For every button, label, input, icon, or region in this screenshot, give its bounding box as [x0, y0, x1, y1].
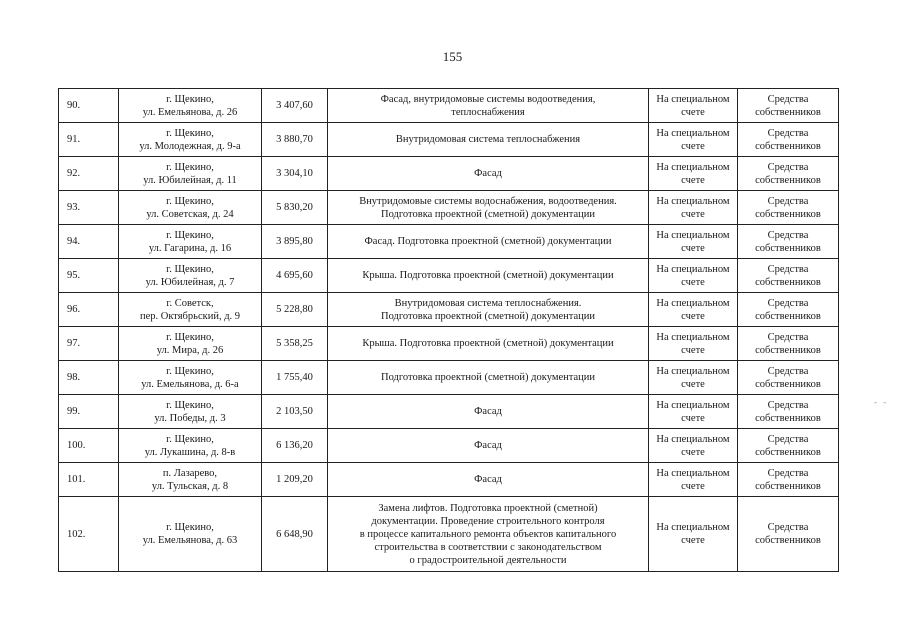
- address-locality: г. Щекино,: [166, 522, 214, 533]
- row-number-cell: [59, 395, 119, 429]
- area-value: 3 895,80: [276, 236, 313, 247]
- works-line: Фасад: [474, 168, 502, 179]
- area-cell: [262, 429, 328, 463]
- works-cell: [328, 89, 649, 123]
- account-cell: [649, 327, 738, 361]
- row-number-cell: [59, 157, 119, 191]
- funding-source-cell: [738, 89, 839, 123]
- row-number-cell: [59, 293, 119, 327]
- funding-source-line-2: собственников: [755, 344, 821, 356]
- area-cell: [262, 89, 328, 123]
- address-street: ул. Тульская, д. 8: [151, 480, 229, 492]
- account-line-1: На специальном: [656, 433, 730, 445]
- funding-source-cell: [738, 225, 839, 259]
- account-line-2: счете: [681, 535, 705, 546]
- address-cell: [119, 225, 262, 259]
- address-street: ул. Емельянова, д. 26: [142, 106, 238, 118]
- works-line: Фасад. Подготовка проектной (сметной) документации: [364, 236, 612, 247]
- funding-source-cell: [738, 191, 839, 225]
- table-row: [59, 327, 839, 361]
- area-cell: [262, 259, 328, 293]
- registry-table-body: [59, 89, 839, 572]
- table-row: [59, 463, 839, 497]
- area-value: 3 304,10: [276, 168, 313, 179]
- area-cell: [262, 327, 328, 361]
- works-line: Внутридомовые системы водоснабжения, водоотведения.: [359, 195, 617, 207]
- area-cell: [262, 123, 328, 157]
- funding-source-line-2: собственников: [755, 480, 821, 492]
- area-cell: [262, 157, 328, 191]
- row-number-cell: [59, 429, 119, 463]
- funding-source-cell: [738, 123, 839, 157]
- account-line-2: счете: [681, 208, 705, 220]
- table-row: [59, 497, 839, 572]
- funding-source-cell: [738, 327, 839, 361]
- area-cell: [262, 497, 328, 572]
- area-value: 5 358,25: [276, 338, 313, 349]
- works-line: Замена лифтов. Подготовка проектной (сметной): [378, 502, 598, 514]
- address-street: ул. Мира, д. 26: [156, 344, 224, 356]
- row-number-cell: [59, 327, 119, 361]
- table-row: [59, 395, 839, 429]
- works-cell: [328, 259, 649, 293]
- row-number: 92.: [67, 168, 81, 179]
- account-line-1: На специальном: [656, 297, 730, 309]
- works-line: документации. Проведение строительного контроля: [371, 515, 605, 527]
- account-cell: [649, 361, 738, 395]
- address-locality: г. Щекино,: [166, 433, 214, 445]
- funding-source-line-1: Средства: [767, 331, 809, 343]
- address-cell: [119, 463, 262, 497]
- registry-table: [58, 88, 839, 572]
- works-cell: [328, 191, 649, 225]
- address-locality: г. Щекино,: [166, 127, 214, 139]
- funding-source-line-2: собственников: [755, 412, 821, 424]
- funding-source-line-2: собственников: [755, 242, 821, 254]
- area-value: 6 648,90: [276, 528, 313, 540]
- area-value: 5 228,80: [276, 304, 313, 315]
- funding-source-cell: [738, 429, 839, 463]
- funding-source-line-2: собственников: [755, 378, 821, 390]
- account-line-2: счете: [681, 480, 705, 492]
- funding-source-line-2: собственников: [755, 446, 821, 458]
- address-street: ул. Советская, д. 24: [146, 208, 234, 220]
- row-number-cell: [59, 191, 119, 225]
- funding-source-cell: [738, 463, 839, 497]
- area-value: 6 136,20: [276, 440, 313, 451]
- row-number-cell: [59, 497, 119, 572]
- address-locality: г. Щекино,: [166, 263, 214, 275]
- table-row: [59, 89, 839, 123]
- funding-source-line-1: Средства: [767, 522, 809, 533]
- area-value: 5 830,20: [276, 202, 313, 213]
- works-line: о градостроительной деятельности: [409, 554, 567, 566]
- page-number: 155: [442, 49, 463, 64]
- area-cell: [262, 463, 328, 497]
- address-street: ул. Емельянова, д. 63: [142, 535, 238, 546]
- area-value: 3 407,60: [276, 100, 313, 111]
- table-row: [59, 429, 839, 463]
- address-street: ул. Молодежная, д. 9-а: [139, 140, 241, 152]
- address-locality: г. Щекино,: [166, 365, 214, 377]
- table-row: [59, 259, 839, 293]
- funding-source-line-1: Средства: [767, 467, 809, 479]
- row-number-cell: [59, 259, 119, 293]
- account-cell: [649, 497, 738, 572]
- account-line-1: На специальном: [656, 399, 730, 411]
- account-cell: [649, 225, 738, 259]
- funding-source-line-2: собственников: [755, 310, 821, 322]
- address-street: ул. Лукашина, д. 8-в: [144, 446, 236, 458]
- row-number: 91.: [67, 134, 81, 145]
- works-line: Фасад: [474, 406, 502, 417]
- address-cell: [119, 191, 262, 225]
- address-street: ул. Юбилейная, д. 7: [145, 276, 235, 288]
- account-cell: [649, 293, 738, 327]
- area-value: 2 103,50: [276, 406, 313, 417]
- account-cell: [649, 191, 738, 225]
- funding-source-cell: [738, 361, 839, 395]
- address-street: ул. Емельянова, д. 6-а: [141, 378, 239, 390]
- funding-source-line-1: Средства: [767, 297, 809, 309]
- funding-source-cell: [738, 497, 839, 572]
- account-cell: [649, 89, 738, 123]
- funding-source-line-1: Средства: [767, 433, 809, 445]
- row-number: 99.: [67, 406, 81, 417]
- account-line-1: На специальном: [656, 331, 730, 343]
- row-number: 97.: [67, 338, 81, 349]
- account-cell: [649, 429, 738, 463]
- account-line-1: На специальном: [656, 467, 730, 479]
- row-number-cell: [59, 123, 119, 157]
- area-value: 4 695,60: [276, 270, 313, 281]
- address-cell: [119, 327, 262, 361]
- account-cell: [649, 463, 738, 497]
- account-line-2: счете: [681, 378, 705, 390]
- funding-source-line-1: Средства: [767, 195, 809, 207]
- address-locality: г. Щекино,: [166, 161, 214, 173]
- works-line: Подготовка проектной (сметной) документации: [381, 310, 595, 322]
- table-row: [59, 361, 839, 395]
- works-line: в процессе капитального ремонта объектов капитального: [359, 528, 617, 540]
- funding-source-line-1: Средства: [767, 263, 809, 275]
- address-cell: [119, 395, 262, 429]
- area-value: 1 755,40: [276, 372, 313, 383]
- funding-source-line-2: собственников: [755, 276, 821, 288]
- row-number: 98.: [67, 372, 81, 383]
- account-line-1: На специальном: [656, 229, 730, 241]
- account-cell: [649, 395, 738, 429]
- account-line-2: счете: [681, 344, 705, 356]
- table-row: [59, 191, 839, 225]
- address-cell: [119, 429, 262, 463]
- area-cell: [262, 395, 328, 429]
- row-number-cell: [59, 463, 119, 497]
- address-cell: [119, 497, 262, 572]
- account-line-1: На специальном: [656, 195, 730, 207]
- area-cell: [262, 361, 328, 395]
- address-locality: г. Советск,: [166, 297, 214, 309]
- works-line: Крыша. Подготовка проектной (сметной) документации: [362, 338, 614, 349]
- row-number: 90.: [67, 100, 81, 111]
- row-number-cell: [59, 361, 119, 395]
- address-cell: [119, 293, 262, 327]
- works-cell: [328, 293, 649, 327]
- account-cell: [649, 259, 738, 293]
- funding-source-line-1: Средства: [767, 229, 809, 241]
- works-cell: [328, 463, 649, 497]
- address-street: пер. Октябрьский, д. 9: [139, 310, 241, 322]
- works-cell: [328, 157, 649, 191]
- works-cell: [328, 225, 649, 259]
- address-locality: п. Лазарево,: [162, 467, 218, 479]
- works-cell: [328, 123, 649, 157]
- address-locality: г. Щекино,: [166, 93, 214, 105]
- row-number: 93.: [67, 202, 81, 213]
- area-cell: [262, 293, 328, 327]
- funding-source-cell: [738, 259, 839, 293]
- funding-source-line-2: собственников: [755, 140, 821, 152]
- account-line-1: На специальном: [656, 127, 730, 139]
- table-row: [59, 123, 839, 157]
- works-cell: [328, 361, 649, 395]
- area-cell: [262, 225, 328, 259]
- works-line: Фасад, внутридомовые системы водоотведения,: [380, 93, 596, 105]
- funding-source-cell: [738, 293, 839, 327]
- account-line-2: счете: [681, 276, 705, 288]
- row-number: 101.: [67, 474, 86, 485]
- funding-source-line-1: Средства: [767, 399, 809, 411]
- table-row: [59, 225, 839, 259]
- account-line-2: счете: [681, 242, 705, 254]
- works-line: Фасад: [474, 474, 502, 485]
- row-number: 96.: [67, 304, 81, 315]
- works-cell: [328, 327, 649, 361]
- margin-mark: - -: [874, 397, 889, 407]
- row-number-cell: [59, 89, 119, 123]
- account-line-1: На специальном: [656, 522, 730, 533]
- row-number: 102.: [67, 528, 86, 540]
- works-line: Подготовка проектной (сметной) документации: [381, 208, 595, 220]
- works-line: Внутридомовая система теплоснабжения: [395, 134, 581, 145]
- address-cell: [119, 123, 262, 157]
- area-value: 3 880,70: [276, 134, 313, 145]
- account-line-1: На специальном: [656, 93, 730, 105]
- works-cell: [328, 395, 649, 429]
- works-line: Внутридомовая система теплоснабжения.: [394, 297, 582, 309]
- address-street: ул. Победы, д. 3: [154, 412, 226, 424]
- works-line: Подготовка проектной (сметной) документации: [381, 372, 595, 383]
- account-line-2: счете: [681, 412, 705, 424]
- works-line: теплоснабжения: [451, 106, 525, 118]
- address-cell: [119, 157, 262, 191]
- funding-source-line-2: собственников: [755, 174, 821, 186]
- works-cell: [328, 497, 649, 572]
- funding-source-cell: [738, 157, 839, 191]
- account-line-2: счете: [681, 174, 705, 186]
- works-line: Фасад: [474, 440, 502, 451]
- account-line-2: счете: [681, 140, 705, 152]
- works-line: строительства в соответствии с законодательством: [374, 541, 602, 553]
- area-cell: [262, 191, 328, 225]
- row-number: 94.: [67, 236, 81, 247]
- address-locality: г. Щекино,: [166, 331, 214, 343]
- table-row: [59, 293, 839, 327]
- account-line-2: счете: [681, 310, 705, 322]
- funding-source-line-2: собственников: [755, 535, 821, 546]
- funding-source-cell: [738, 395, 839, 429]
- account-line-1: На специальном: [656, 263, 730, 275]
- works-line: Крыша. Подготовка проектной (сметной) документации: [362, 270, 614, 281]
- address-street: ул. Гагарина, д. 16: [148, 242, 232, 254]
- account-line-1: На специальном: [656, 365, 730, 377]
- area-value: 1 209,20: [276, 474, 313, 485]
- funding-source-line-1: Средства: [767, 365, 809, 377]
- address-cell: [119, 89, 262, 123]
- row-number: 95.: [67, 270, 81, 281]
- funding-source-line-1: Средства: [767, 127, 809, 139]
- account-cell: [649, 157, 738, 191]
- account-cell: [649, 123, 738, 157]
- funding-source-line-2: собственников: [755, 208, 821, 220]
- funding-source-line-1: Средства: [767, 161, 809, 173]
- row-number: 100.: [67, 440, 86, 451]
- address-street: ул. Юбилейная, д. 11: [143, 174, 237, 186]
- account-line-2: счете: [681, 446, 705, 458]
- account-line-1: На специальном: [656, 161, 730, 173]
- address-locality: г. Щекино,: [166, 229, 214, 241]
- works-cell: [328, 429, 649, 463]
- address-locality: г. Щекино,: [166, 399, 214, 411]
- address-cell: [119, 259, 262, 293]
- funding-source-line-2: собственников: [755, 106, 821, 118]
- row-number-cell: [59, 225, 119, 259]
- address-locality: г. Щекино,: [166, 195, 214, 207]
- account-line-2: счете: [681, 106, 705, 118]
- address-cell: [119, 361, 262, 395]
- funding-source-line-1: Средства: [767, 93, 809, 105]
- table-row: [59, 157, 839, 191]
